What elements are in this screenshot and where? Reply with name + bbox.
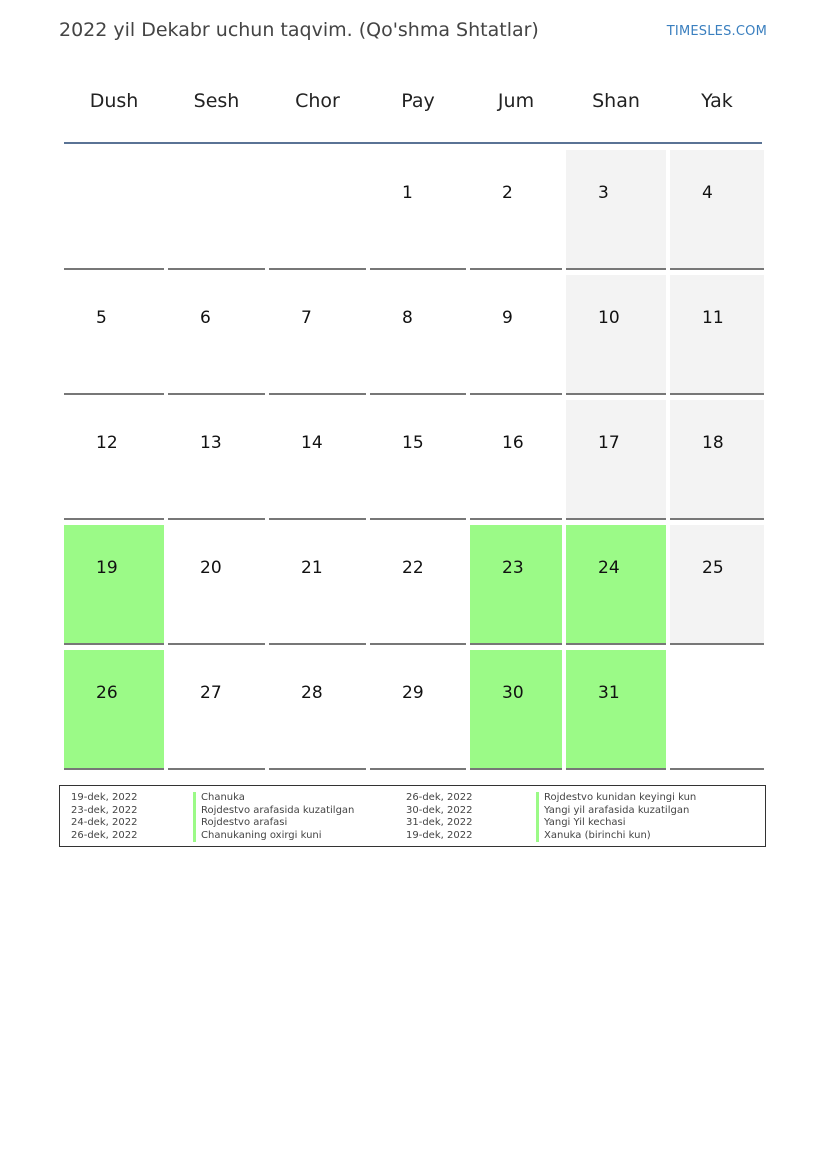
empty-day-cell [269, 150, 366, 270]
day-number: 30 [502, 683, 524, 703]
day-cell[interactable] [470, 150, 562, 270]
day-cell[interactable] [168, 400, 265, 520]
day-cell[interactable] [64, 525, 164, 645]
weekday-label: Dush [89, 90, 139, 112]
day-number: 2 [502, 183, 513, 203]
legend-date: 26-dek, 2022 [71, 829, 138, 841]
day-number: 18 [702, 433, 724, 453]
empty-day-cell [64, 150, 164, 270]
weekday-label: Pay [401, 90, 435, 112]
day-cell[interactable] [168, 525, 265, 645]
day-number: 23 [502, 558, 524, 578]
day-number: 24 [598, 558, 620, 578]
day-number: 25 [702, 558, 724, 578]
holiday-legend [59, 785, 766, 847]
day-cell[interactable] [269, 650, 366, 770]
day-cell[interactable] [670, 525, 764, 645]
brand-link[interactable]: TIMESLES.COM [666, 24, 767, 39]
day-number: 26 [96, 683, 118, 703]
weekday-label: Jum [497, 90, 535, 112]
legend-date: 19-dek, 2022 [406, 829, 473, 841]
day-number: 14 [301, 433, 323, 453]
legend-holiday-name: Rojdestvo kunidan keyingi kun [536, 792, 696, 805]
day-cell[interactable] [370, 400, 466, 520]
day-cell[interactable] [370, 150, 466, 270]
legend-name-column [536, 792, 696, 842]
day-cell[interactable] [64, 275, 164, 395]
legend-holiday-name: Rojdestvo arafasida kuzatilgan [193, 805, 354, 818]
day-cell[interactable] [64, 650, 164, 770]
legend-holiday-name: Yangi Yil kechasi [536, 817, 696, 830]
day-number: 22 [402, 558, 424, 578]
day-number: 17 [598, 433, 620, 453]
day-cell[interactable] [670, 400, 764, 520]
header-divider [64, 142, 762, 144]
day-cell[interactable] [566, 150, 666, 270]
day-cell[interactable] [470, 275, 562, 395]
day-number: 7 [301, 308, 312, 328]
legend-date: 26-dek, 2022 [406, 792, 473, 803]
day-number: 10 [598, 308, 620, 328]
day-number: 13 [200, 433, 222, 453]
legend-date-column [406, 792, 472, 842]
day-cell[interactable] [670, 150, 764, 270]
day-number: 16 [502, 433, 524, 453]
day-cell[interactable] [566, 650, 666, 770]
legend-holiday-name: Xanuka (birinchi kun) [536, 830, 696, 843]
day-cell[interactable] [470, 525, 562, 645]
weekday-label: Shan [592, 90, 640, 112]
day-number: 6 [200, 308, 211, 328]
day-cell[interactable] [470, 400, 562, 520]
day-number: 9 [502, 308, 513, 328]
legend-date: 24-dek, 2022 [71, 817, 138, 828]
page-title: 2022 yil Dekabr uchun taqvim. (Qo'shma Shtatlar) [59, 19, 539, 41]
day-number: 4 [702, 183, 713, 203]
legend-holiday-name: Rojdestvo arafasi [193, 817, 354, 830]
legend-date: 30-dek, 2022 [406, 804, 473, 816]
legend-holiday-name: Chanukaning oxirgi kuni [193, 830, 354, 843]
day-number: 1 [402, 183, 413, 203]
day-number: 27 [200, 683, 222, 703]
day-cell[interactable] [566, 525, 666, 645]
day-cell[interactable] [566, 275, 666, 395]
day-number: 3 [598, 183, 609, 203]
day-number: 28 [301, 683, 323, 703]
legend-date: 31-dek, 2022 [406, 817, 473, 828]
legend-date-column [71, 792, 137, 842]
weekday-label: Chor [295, 90, 340, 112]
empty-day-cell [168, 150, 265, 270]
legend-holiday-name: Yangi yil arafasida kuzatilgan [536, 805, 696, 818]
day-cell[interactable] [470, 650, 562, 770]
legend-name-column [193, 792, 354, 842]
day-cell[interactable] [168, 650, 265, 770]
day-cell[interactable] [168, 275, 265, 395]
day-number: 5 [96, 308, 107, 328]
day-number: 31 [598, 683, 620, 703]
day-number: 20 [200, 558, 222, 578]
day-number: 11 [702, 308, 724, 328]
weekday-label: Sesh [193, 90, 240, 112]
day-number: 15 [402, 433, 424, 453]
legend-date: 23-dek, 2022 [71, 804, 138, 816]
day-number: 19 [96, 558, 118, 578]
day-number: 12 [96, 433, 118, 453]
day-cell[interactable] [670, 275, 764, 395]
day-number: 29 [402, 683, 424, 703]
day-cell[interactable] [370, 525, 466, 645]
day-cell[interactable] [269, 400, 366, 520]
day-cell[interactable] [370, 275, 466, 395]
day-number: 8 [402, 308, 413, 328]
empty-day-cell [670, 650, 764, 770]
day-cell[interactable] [269, 275, 366, 395]
day-number: 21 [301, 558, 323, 578]
weekday-header [64, 90, 763, 112]
day-cell[interactable] [269, 525, 366, 645]
day-cell[interactable] [566, 400, 666, 520]
calendar-grid [64, 150, 763, 770]
legend-holiday-name: Chanuka [193, 792, 354, 805]
day-cell[interactable] [64, 400, 164, 520]
weekday-label: Yak [701, 90, 733, 112]
legend-date: 19-dek, 2022 [71, 792, 138, 803]
day-cell[interactable] [370, 650, 466, 770]
